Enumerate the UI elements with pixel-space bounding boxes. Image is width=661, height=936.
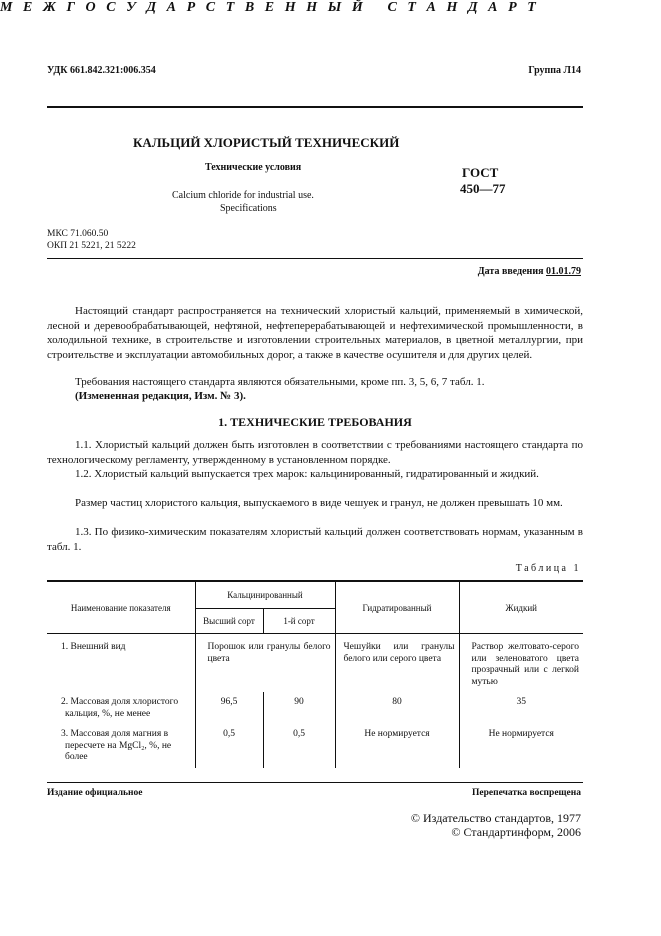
mks-code: МКС 71.060.50	[47, 229, 109, 239]
top-grade-cell: 0,5	[195, 724, 263, 768]
clause-1-2-particle-size: Размер частиц хлористого кальция, выпускаемого в виде чешуек и гранул, не должен превышать 10 мм.	[75, 497, 563, 509]
calcined-appearance-cell: Порошок или гранулы белого цвета	[195, 634, 335, 693]
first-grade-cell: 0,5	[263, 724, 335, 768]
banner-letter: А	[488, 0, 498, 15]
banner-letter: С	[205, 0, 216, 15]
banner-letter: Ы	[327, 0, 342, 15]
banner-letter: Н	[306, 0, 318, 15]
liquid-cell: Не нормируется	[459, 724, 583, 768]
table-caption: Таблица 1	[515, 563, 581, 574]
specifications-table	[47, 580, 583, 768]
banner-letter: Т	[407, 0, 416, 15]
okp-code: ОКП 21 5221, 21 5222	[47, 241, 136, 251]
banner-letter: С	[106, 0, 116, 15]
liquid-cell: Раствор желтовато-серого или зеленоватого цвета прозрачный или с легкой мутью	[459, 634, 583, 693]
requirements-paragraph: Требования настоящего стандарта являются обязательными, кроме пп. 3, 5, 6, 7 табл. 1.	[75, 376, 485, 388]
banner-letter: Г	[66, 0, 75, 15]
banner-letter: С	[387, 0, 397, 15]
english-title-line1: Calcium chloride for industrial use.	[172, 190, 314, 201]
english-title-line2: Specifications	[220, 203, 277, 214]
table-header-row	[47, 581, 583, 609]
document-title: КАЛЬЦИЙ ХЛОРИСТЫЙ ТЕХНИЧЕСКИЙ	[133, 135, 400, 150]
intro-paragraph: Настоящий стандарт распространяется на технический хлористый кальций, применяемый в химической, лесной и деревообрабатывающей, нефтяной, нефтеперерабатывающей и нефтехимической промышленности, в холодильной технике, в строительстве и изготовлении строительных материалов, в цветной металлургии, при строительстве и эксплуатации автомобильных дорог, а также в качестве осушителя и для других целей.	[47, 305, 583, 361]
effective-date	[478, 266, 581, 277]
header-calcined: Кальцинированный	[195, 581, 335, 609]
liquid-cell: 35	[459, 692, 583, 724]
header-hydrated: Гидратированный	[335, 581, 459, 634]
official-edition: Издание официальное	[47, 788, 143, 798]
table-row	[47, 724, 583, 768]
gost-number: 450—77	[460, 181, 506, 196]
banner-letter: Н	[446, 0, 458, 15]
banner-letter: Ж	[42, 0, 56, 15]
banner-letter: О	[85, 0, 96, 15]
banner-letter: В	[244, 0, 255, 15]
banner-letter: Д	[146, 0, 157, 15]
udk-code: УДК 661.842.321:006.354	[47, 65, 156, 76]
header-top-grade: Высший сорт	[195, 609, 263, 634]
clause-1-1: 1.1. Хлористый кальций должен быть изготовлен в соответствии с требованиями настоящего стандарта по технологическому регламенту, утвержденному в установленном порядке.	[47, 439, 583, 466]
header-first-grade: 1-й сорт	[263, 609, 335, 634]
banner-letter: А	[166, 0, 177, 15]
banner-letter: М	[0, 0, 13, 15]
banner-letter: Е	[23, 0, 33, 15]
header-indicator: Наименование показателя	[47, 581, 195, 634]
banner-letter: Р	[508, 0, 517, 15]
row-name: 2. Массовая доля хлористого кальция, %, не менее	[47, 692, 195, 724]
banner-letter: Н	[284, 0, 296, 15]
top-grade-cell: 96,5	[195, 692, 263, 724]
banner-letter: Т	[527, 0, 536, 15]
document-subtitle: Технические условия	[205, 162, 302, 173]
effective-date-label: Дата введения	[477, 266, 544, 277]
hydrated-cell: Чешуйки или гранулы белого или серого цвета	[335, 634, 459, 693]
table-row	[47, 634, 583, 693]
section-1-heading: 1. ТЕХНИЧЕСКИЕ ТРЕБОВАНИЯ	[218, 415, 412, 429]
banner-letter	[373, 0, 377, 16]
banner-letter: Й	[351, 0, 363, 15]
row-name: 3. Массовая доля магния в пересчете на MgCl₂, %, не более	[47, 724, 195, 768]
banner-letter: Т	[225, 0, 235, 15]
hydrated-cell: Не нормируется	[335, 724, 459, 768]
first-grade-cell: 90	[263, 692, 335, 724]
clause-1-2: 1.2. Хлористый кальций выпускается трех марок: кальцинированный, гидратированный и жидкий.	[75, 468, 539, 480]
header-liquid: Жидкий	[459, 581, 583, 634]
effective-date-value: 01.01.79	[546, 266, 581, 277]
revision-note: (Измененная редакция, Изм. № 3).	[75, 390, 246, 402]
gost-label: ГОСТ	[462, 165, 499, 180]
hydrated-cell: 80	[335, 692, 459, 724]
table-row	[47, 692, 583, 724]
reprint-prohibited: Перепечатка воспрещена	[471, 788, 581, 798]
group-code: Группа Л14	[528, 65, 581, 76]
top-divider	[47, 106, 583, 108]
banner-letter: Е	[264, 0, 275, 15]
interstate-standard-banner	[0, 0, 536, 16]
copyright-2006: © Стандартинформ, 2006	[451, 825, 581, 839]
banner-letter: Р	[186, 0, 196, 15]
banner-letter: Д	[467, 0, 478, 15]
row-name: 1. Внешний вид	[47, 634, 195, 693]
clause-1-3: 1.3. По физико-химическим показателям хлористый кальций должен соответствовать нормам, указанным в табл. 1.	[47, 526, 583, 553]
copyright-1977: © Издательство стандартов, 1977	[410, 811, 581, 825]
footer-divider	[47, 782, 583, 783]
banner-letter: У	[126, 0, 136, 15]
mid-divider	[47, 258, 583, 259]
banner-letter: А	[426, 0, 436, 15]
